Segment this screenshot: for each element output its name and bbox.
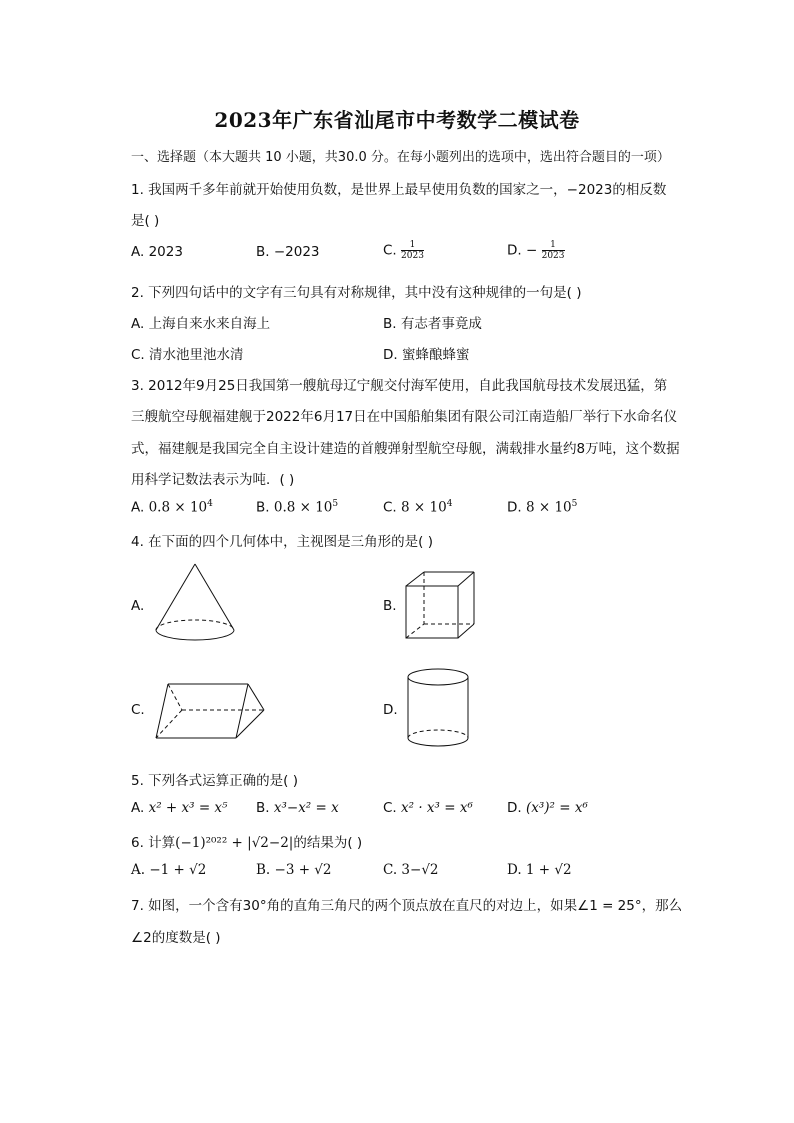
q4-option-c-label: C. [131, 702, 145, 718]
q3-option-a [131, 499, 213, 516]
q3-option-a-base: 0.8 × 10 [148, 499, 208, 516]
q5-option-d-expr: (x³)² = x⁶ [525, 800, 588, 816]
q1-option-c [383, 240, 424, 261]
q6-stem [131, 831, 362, 851]
q1-stem-line1: 1. 我国两千多年前就开始使用负数，是世界上最早使用负数的国家之一，−2023的相反数 [131, 182, 667, 198]
q2-option-d: D. 蜜蜂酿蜂蜜 [383, 347, 470, 363]
q4-option-d-label: D. [383, 702, 398, 718]
cylinder-figure [402, 666, 474, 750]
q6-option-b: B. −3 + √2 [256, 862, 332, 878]
q3-option-c-base: 8 × 10 [401, 499, 447, 516]
q5-stem: 5. 下列各式运算正确的是( ) [131, 773, 298, 789]
q3-option-c-exponent: 4 [446, 499, 453, 509]
q3-option-a-exponent: 4 [207, 499, 213, 509]
q1-option-d-denominator: 2023 [541, 251, 565, 261]
q3-option-d-exponent: 5 [571, 499, 578, 509]
q3-stem-line1: 3. 2012年9月25日我国第一艘航母辽宁舰交付海军使用，自此我国航母技术发展迅猛，第 [131, 378, 668, 394]
q1-option-d-label: D. − [507, 242, 538, 259]
q3-option-d-base: 8 × 10 [525, 499, 572, 516]
q6-option-d: D. 1 + √2 [507, 862, 572, 878]
q5-option-c-label: C. [383, 800, 397, 816]
q1-stem-line2: 是( ) [131, 213, 160, 229]
q1-option-c-fraction [401, 240, 424, 261]
q1-option-d-fraction [542, 240, 565, 261]
cone-figure [150, 560, 240, 644]
q4-option-b-label: B. [383, 598, 397, 614]
q5-option-a-label: A. [131, 800, 145, 816]
q3-option-c-label: C. [383, 499, 397, 516]
q2-option-a: A. 上海自来水来自海上 [131, 316, 271, 332]
q3-option-b-label: B. [256, 499, 270, 516]
q3-option-d [507, 499, 577, 516]
q1-option-a: A. 2023 [131, 244, 183, 260]
q3-stem-line3: 式，福建舰是我国完全自主设计建造的首艘弹射型航空母舰，满载排水量约8万吨，这个数据 [131, 441, 680, 457]
q3-stem-line2: 三艘航空母舰福建舰于2022年6月17日在中国船舶集团有限公司江南造船厂举行下水命名仪 [131, 409, 678, 425]
triangular-prism-figure [150, 676, 270, 742]
q1-option-b: B. −2023 [256, 244, 320, 260]
q5-option-b-expr: x³−x² = x [273, 800, 339, 816]
q4-stem: 4. 在下面的四个几何体中，主视图是三角形的是( ) [131, 534, 433, 550]
q6-stem-prefix: 6. 计算 [131, 835, 176, 851]
q5-option-c [383, 800, 473, 816]
q7-stem-line2: ∠2的度数是( ) [131, 930, 221, 946]
q6-option-c: C. 3−√2 [383, 862, 439, 878]
q1-option-c-numerator: 1 [401, 240, 424, 251]
page-title: 2023年广东省汕尾市中考数学二模试卷 [214, 108, 580, 132]
q3-option-c [383, 499, 452, 516]
q3-option-d-label: D. [507, 499, 522, 516]
q1-option-d-numerator: 1 [542, 240, 565, 251]
q7-stem-line1: 7. 如图，一个含有30°角的直角三角尺的两个顶点放在直尺的对边上，如果∠1 = 25°，那么 [131, 898, 683, 914]
q3-option-a-label: A. [131, 499, 145, 516]
q1-option-c-denominator: 2023 [401, 251, 424, 261]
q1-option-d [507, 240, 565, 261]
q2-option-b: B. 有志者事竟成 [383, 316, 482, 332]
q3-stem-line4: 用科学记数法表示为吨．( ) [131, 472, 295, 488]
q5-option-d [507, 800, 588, 816]
q3-option-b-base: 0.8 × 10 [273, 499, 333, 516]
q6-stem-suffix: 的结果为( ) [293, 835, 363, 851]
q5-option-a [131, 800, 227, 816]
section-heading: 一、选择题（本大题共 10 小题，共30.0 分。在每小题列出的选项中，选出符合题目的一项） [131, 150, 670, 165]
cube-figure [400, 566, 480, 644]
q2-stem: 2. 下列四句话中的文字有三句具有对称规律，其中没有这种规律的一句是( ) [131, 285, 582, 301]
q3-option-b-exponent: 5 [332, 499, 339, 509]
q5-option-b [256, 800, 339, 816]
q2-option-c: C. 清水池里池水清 [131, 347, 244, 363]
q5-option-c-expr: x² · x³ = x⁶ [401, 800, 473, 816]
q5-option-b-label: B. [256, 800, 270, 816]
q6-option-a: A. −1 + √2 [131, 862, 207, 878]
q4-option-a-label: A. [131, 598, 145, 614]
q5-option-d-label: D. [507, 800, 522, 816]
q5-option-a-expr: x² + x³ = x⁵ [148, 800, 228, 816]
q1-option-c-label: C. [383, 242, 397, 259]
q3-option-b [256, 499, 338, 516]
q6-stem-expression: (−1)²⁰²² + |√2−2| [175, 835, 294, 851]
